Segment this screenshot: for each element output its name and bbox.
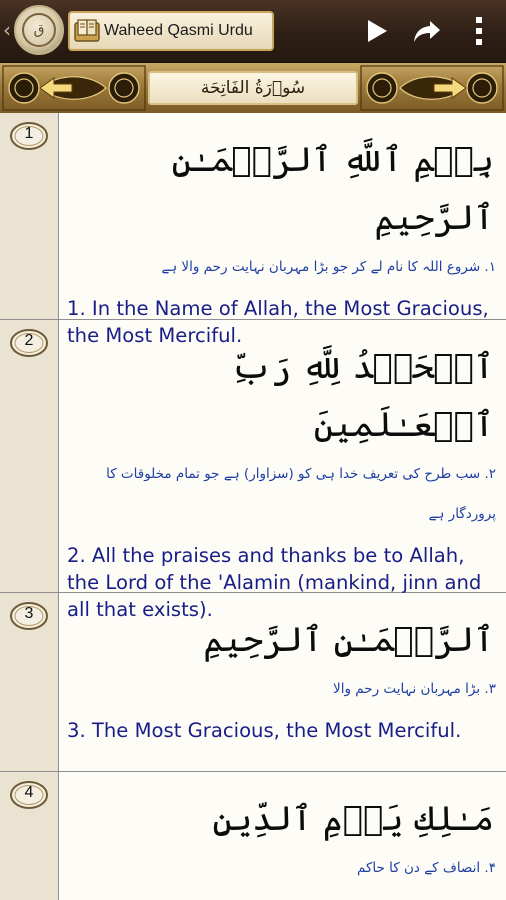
verse-content [59, 593, 506, 758]
verse-list[interactable] [0, 113, 506, 900]
verse-row[interactable] [0, 593, 506, 772]
app-logo-icon[interactable] [14, 5, 64, 55]
urdu-translation: ۱. شروع اللہ کا نام لے کر جو بڑا مہربان نہایت رحم والا ہے [161, 259, 496, 275]
verse-number: 4 [24, 784, 34, 801]
verse-number: 2 [24, 332, 34, 349]
app-logo-emblem: ق [22, 13, 56, 47]
overflow-menu-button[interactable] [462, 14, 496, 48]
verse-row[interactable] [0, 772, 506, 900]
verse-number-badge [9, 780, 49, 810]
verse-number-badge [9, 601, 49, 631]
arrow-left-icon[interactable] [38, 76, 74, 100]
book-icon [73, 17, 101, 45]
surah-title-box [148, 71, 358, 105]
arabic-text: بِسۡمِ ٱللَّهِ ٱلرَّحۡمَـٰنِ ٱلرَّحِيمِ [171, 140, 494, 238]
english-translation: 2. All the praises and thanks be to Allah, the Lord of the 'Alamin (mankind, jinn and all that exists). [67, 544, 482, 621]
overflow-menu-icon [474, 16, 484, 46]
action-bar [0, 0, 506, 63]
arabic-text: ٱلرَّحۡمَـٰنِ ٱلرَّحِيمِ [203, 620, 494, 660]
verse-number-column [0, 772, 59, 900]
share-icon [412, 18, 442, 44]
surah-title: سُوۡرَةُ الفَاتِحَة [200, 78, 306, 98]
share-button[interactable] [410, 14, 444, 48]
verse-row[interactable] [0, 113, 506, 347]
verse-number: 1 [24, 125, 34, 142]
english-translation: 3. The Most Gracious, the Most Merciful. [67, 719, 462, 742]
verse-number-column [0, 593, 59, 771]
back-chevron-icon[interactable]: ‹ [3, 18, 11, 42]
arabic-text: مَـٰلِكِ يَوۡمِ ٱلدِّينِ [212, 799, 494, 839]
selector-label: Waheed Qasmi Urdu [104, 22, 253, 39]
verse-row[interactable] [0, 320, 506, 621]
translation-selector[interactable] [68, 11, 274, 51]
urdu-translation: ۲. سب طرح کی تعریف خدا ہی کو (سزاوار) ہے جو تمام مخلوقات کا پروردگار ہے [106, 466, 496, 522]
urdu-translation: ۴. انصاف کے دن کا حاکم [356, 860, 496, 876]
urdu-translation: ۳. بڑا مہربان نہایت رحم والا [333, 681, 496, 697]
arabic-text: ٱلۡحَمۡدُ لِلَّهِ رَبِّ ٱلۡعَـٰلَمِينَ [231, 347, 494, 445]
surah-header-bar [0, 63, 506, 113]
verse-number-badge [9, 328, 49, 358]
verse-number: 3 [24, 605, 34, 622]
left-ornament-icon [2, 65, 146, 111]
english-translation: 1. In the Name of Allah, the Most Gracious, the Most Merciful. [67, 297, 489, 347]
arrow-right-icon[interactable] [432, 76, 468, 100]
play-icon [365, 18, 389, 44]
play-button[interactable] [360, 14, 394, 48]
verse-number-column [0, 113, 59, 319]
verse-content [59, 772, 506, 888]
verse-number-column [0, 320, 59, 592]
verse-content [59, 320, 506, 637]
verse-number-badge [9, 121, 49, 151]
